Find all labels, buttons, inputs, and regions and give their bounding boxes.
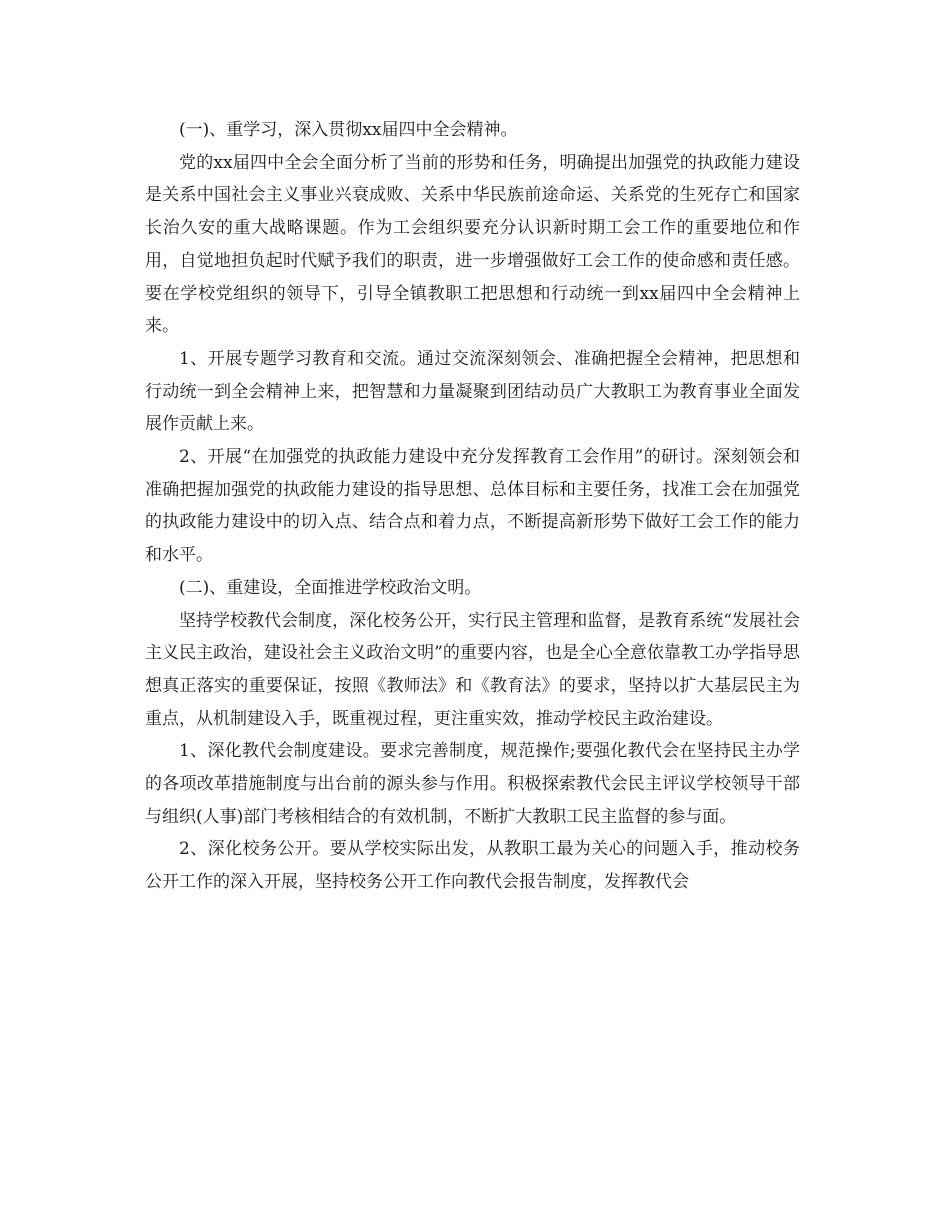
- section-heading-2: (二)、重建设，全面推进学校政治文明。: [179, 577, 482, 598]
- paragraph: 2、深化校务公开。要从学校实际出发，从教职工最为关心的问题入手，推动校务公开工作的深入开展，坚持校务公开工作向教代会报告制度，发挥教代会: [145, 839, 800, 893]
- section-heading-1: (一)、重学习，深入贯彻xx届四中全会精神。: [179, 120, 518, 140]
- paragraph: 党的xx届四中全会全面分析了当前的形势和任务，明确提出加强党的执政能力建设是关系中国社会主义事业兴衰成败、关系中华民族前途命运、关系党的生死存亡和国家长治久安的重大战略课题。作为工会组织要充分认识新时期工会工作的重要地位和作用，自觉地担负起时代赋予我们的职责，进一步增强做好工会工作的使命感和责任感。要在学校党组织的领导下，引导全镇教职工把思想和行动统一到xx届四中全会精神上来。: [145, 152, 800, 337]
- paragraph: 1、深化教代会制度建设。要求完善制度，规范操作;要强化教代会在坚持民主办学的各项改革措施制度与出台前的源头参与作用。积极探索教代会民主评议学校领导干部与组织(人事)部门考核相结合的有效机制，不断扩大教职工民主监督的参与面。: [145, 741, 800, 827]
- document-body: [145, 114, 800, 899]
- paragraph: 2、开展“在加强党的执政能力建设中充分发挥教育工会作用”的研讨。深刻领会和准确把握加强党的执政能力建设的指导思想、总体目标和主要任务，找准工会在加强党的执政能力建设中的切入点、结合点和着力点，不断提高新形势下做好工会工作的能力和水平。: [145, 447, 800, 566]
- paragraph: 坚持学校教代会制度，深化校务公开，实行民主管理和监督，是教育系统“发展社会主义民主政治，建设社会主义政治文明”的重要内容，也是全心全意依靠教工办学指导思想真正落实的重要保证，按照《教师法》和《教育法》的要求，坚持以扩大基层民主为重点，从机制建设入手，既重视过程，更注重实效，推动学校民主政治建设。: [145, 610, 800, 729]
- paragraph: 1、开展专题学习教育和交流。通过交流深刻领会、准确把握全会精神，把思想和行动统一到全会精神上来，把智慧和力量凝聚到团结动员广大教职工为教育事业全面发展作贡献上来。: [145, 348, 800, 435]
